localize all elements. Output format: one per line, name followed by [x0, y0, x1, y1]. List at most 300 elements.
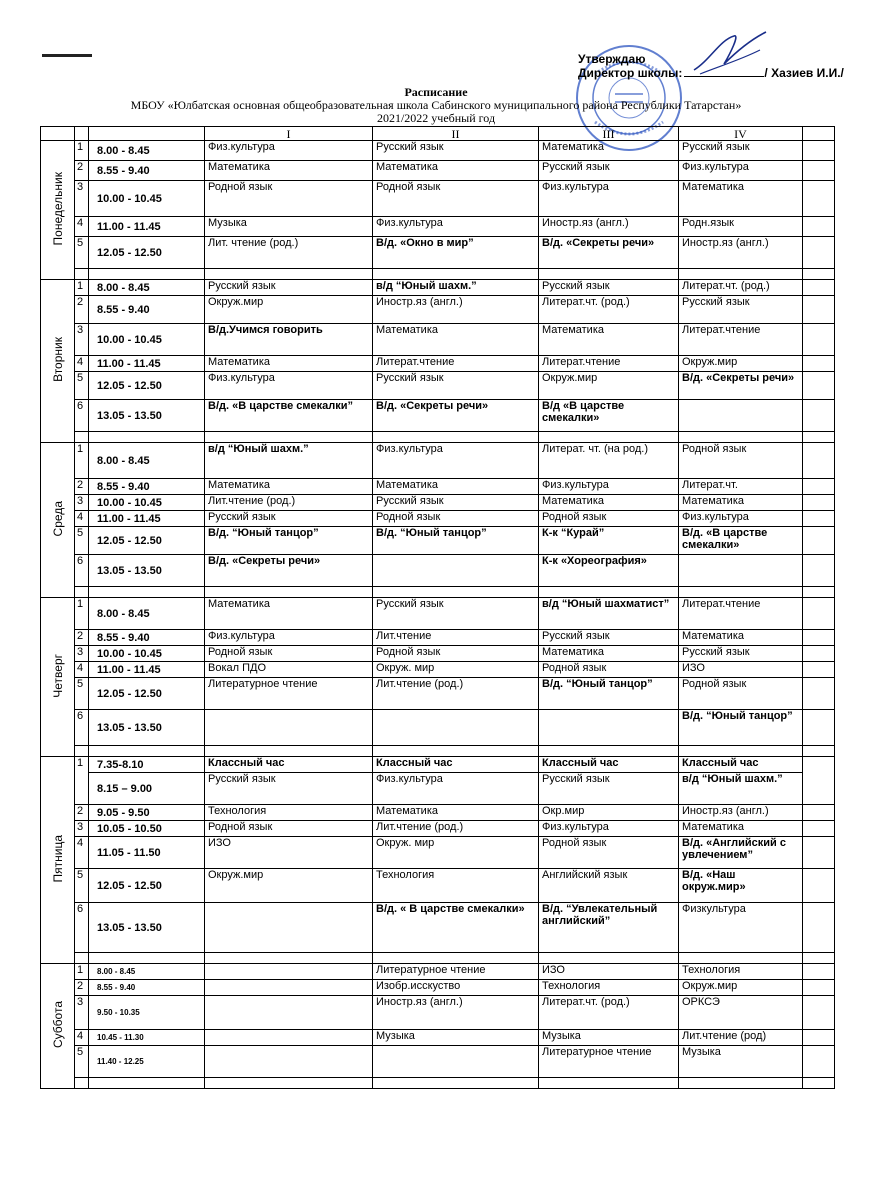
approval-name: / Хазиев И.И./ — [764, 66, 844, 80]
lesson-cell-2: Литературное чтение — [373, 964, 539, 980]
spacer-cell — [679, 746, 803, 757]
lesson-number: 4 — [75, 217, 89, 237]
extra-cell — [803, 996, 835, 1030]
lesson-cell-3: В/д. “Увлекательный английский” — [539, 903, 679, 953]
lesson-number: 3 — [75, 324, 89, 356]
lesson-cell-4: Физ.культура — [679, 161, 803, 181]
lesson-time: 8.00 - 8.45 — [89, 598, 205, 630]
lesson-cell-1: Физ.культура — [205, 372, 373, 400]
lesson-cell-4: В/д. «Английский с увлечением” — [679, 837, 803, 869]
lesson-cell-3: Литерат.чтение — [539, 356, 679, 372]
lesson-cell-1: Классный час — [205, 757, 373, 773]
lesson-cell-3: В/д. “Юный танцор” — [539, 678, 679, 710]
day-label-cell — [41, 964, 75, 1089]
lesson-cell-2 — [373, 1046, 539, 1078]
lesson-cell-1 — [205, 964, 373, 980]
spacer-cell — [539, 953, 679, 964]
lesson-cell-4: Русский язык — [679, 141, 803, 161]
spacer-row — [41, 269, 835, 280]
schedule-table — [40, 126, 835, 1089]
lesson-cell-3: Физ.культура — [539, 479, 679, 495]
column-header-2: II — [373, 127, 539, 141]
lesson-cell-4: Технология — [679, 964, 803, 980]
lesson-cell-2: Окруж. мир — [373, 662, 539, 678]
extra-cell — [803, 181, 835, 217]
lesson-cell-2: Физ.культура — [373, 443, 539, 479]
lesson-row — [41, 217, 835, 237]
lesson-cell-2: Технология — [373, 869, 539, 903]
extra-cell — [803, 280, 835, 296]
lesson-row — [41, 630, 835, 646]
lesson-row — [41, 356, 835, 372]
lesson-cell-1: Русский язык — [205, 773, 373, 805]
spacer-cell — [75, 432, 89, 443]
spacer-cell — [205, 269, 373, 280]
day-name: Вторник — [50, 337, 65, 382]
lesson-row — [41, 181, 835, 217]
school-year: 2021/2022 учебный год — [376, 111, 496, 125]
lesson-cell-3: Русский язык — [539, 630, 679, 646]
lesson-time: 8.55 - 9.40 — [89, 161, 205, 181]
lesson-number: 4 — [75, 356, 89, 372]
lesson-cell-4: ОРКСЭ — [679, 996, 803, 1030]
lesson-cell-2: Классный час — [373, 757, 539, 773]
lesson-time: 8.55 - 9.40 — [89, 980, 205, 996]
spacer-cell — [373, 587, 539, 598]
lesson-cell-2: Русский язык — [373, 598, 539, 630]
lesson-cell-4: В/д. «Секреты речи» — [679, 372, 803, 400]
lesson-cell-3: Литерат.чт. (род.) — [539, 296, 679, 324]
lesson-cell-4: Литерат.чт. (род.) — [679, 280, 803, 296]
extra-cell — [803, 555, 835, 587]
lesson-number: 1 — [75, 964, 89, 980]
lesson-cell-4: Классный час — [679, 757, 803, 773]
extra-cell — [803, 837, 835, 869]
lesson-number: 5 — [75, 869, 89, 903]
lesson-cell-2: В/д. «Окно в мир” — [373, 237, 539, 269]
lesson-cell-1: Русский язык — [205, 511, 373, 527]
lesson-cell-4: Окруж.мир — [679, 980, 803, 996]
lesson-row — [41, 527, 835, 555]
spacer-cell — [205, 1078, 373, 1089]
lesson-number: 4 — [75, 837, 89, 869]
lesson-row — [41, 1030, 835, 1046]
lesson-row — [41, 141, 835, 161]
spacer-cell — [539, 746, 679, 757]
lesson-time: 11.00 - 11.45 — [89, 511, 205, 527]
lesson-cell-3: в/д “Юный шахматист” — [539, 598, 679, 630]
lesson-time: 11.00 - 11.45 — [89, 662, 205, 678]
spacer-cell — [539, 587, 679, 598]
lesson-cell-1: Музыка — [205, 217, 373, 237]
lesson-number: 3 — [75, 495, 89, 511]
lesson-cell-4: Русский язык — [679, 296, 803, 324]
lesson-number: 3 — [75, 996, 89, 1030]
extra-cell — [803, 980, 835, 996]
lesson-row — [41, 869, 835, 903]
lesson-time: 8.55 - 9.40 — [89, 479, 205, 495]
lesson-time: 9.50 - 10.35 — [89, 996, 205, 1030]
lesson-cell-1: ИЗО — [205, 837, 373, 869]
spacer-cell — [679, 587, 803, 598]
lesson-cell-3: Музыка — [539, 1030, 679, 1046]
lesson-row — [41, 805, 835, 821]
lesson-cell-2 — [373, 555, 539, 587]
lesson-row — [41, 757, 835, 773]
lesson-time: 10.00 - 10.45 — [89, 324, 205, 356]
lesson-cell-4: Физкультура — [679, 903, 803, 953]
column-header-3: III — [539, 127, 679, 141]
lesson-cell-2: Математика — [373, 324, 539, 356]
lesson-time: 10.05 - 10.50 — [89, 821, 205, 837]
day-label-cell — [41, 141, 75, 280]
lesson-number: 2 — [75, 161, 89, 181]
lesson-cell-4: Иностр.яз (англ.) — [679, 805, 803, 821]
lesson-row — [41, 1046, 835, 1078]
lesson-cell-2: Математика — [373, 161, 539, 181]
lesson-cell-4: Иностр.яз (англ.) — [679, 237, 803, 269]
lesson-number: 5 — [75, 527, 89, 555]
lesson-cell-4 — [679, 555, 803, 587]
lesson-row — [41, 837, 835, 869]
spacer-cell — [803, 746, 835, 757]
header-row — [41, 127, 835, 141]
spacer-cell — [89, 269, 205, 280]
lesson-cell-4: В/д. «В царстве смекалки» — [679, 527, 803, 555]
lesson-number: 2 — [75, 296, 89, 324]
lesson-cell-1: Родной язык — [205, 646, 373, 662]
spacer-cell — [373, 953, 539, 964]
lesson-cell-4: Русский язык — [679, 646, 803, 662]
spacer-cell — [803, 1078, 835, 1089]
lesson-cell-3: Русский язык — [539, 773, 679, 805]
lesson-cell-3: Математика — [539, 495, 679, 511]
extra-cell — [803, 237, 835, 269]
day-name: Понедельник — [50, 171, 65, 246]
lesson-cell-2: Русский язык — [373, 141, 539, 161]
lesson-number: 5 — [75, 678, 89, 710]
spacer-cell — [205, 953, 373, 964]
extra-cell — [803, 646, 835, 662]
lesson-cell-4: Математика — [679, 821, 803, 837]
lesson-cell-3: Классный час — [539, 757, 679, 773]
extra-cell — [803, 372, 835, 400]
spacer-row — [41, 432, 835, 443]
day-label-cell — [41, 443, 75, 598]
lesson-cell-2: В/д. « В царстве смекалки» — [373, 903, 539, 953]
lesson-number: 3 — [75, 181, 89, 217]
lesson-cell-2: в/д “Юный шахм.” — [373, 280, 539, 296]
lesson-time: 8.00 - 8.45 — [89, 443, 205, 479]
lesson-number: 4 — [75, 662, 89, 678]
lesson-time: 13.05 - 13.50 — [89, 903, 205, 953]
extra-cell — [803, 1030, 835, 1046]
spacer-cell — [679, 432, 803, 443]
header-blank — [803, 127, 835, 141]
extra-cell — [803, 630, 835, 646]
spacer-row — [41, 1078, 835, 1089]
lesson-cell-3: Родной язык — [539, 837, 679, 869]
lesson-cell-2: Родной язык — [373, 181, 539, 217]
lesson-number: 6 — [75, 903, 89, 953]
lesson-cell-3: В/д «В царстве смекалки» — [539, 400, 679, 432]
lesson-cell-1 — [205, 710, 373, 746]
extra-cell — [803, 161, 835, 181]
lesson-cell-1 — [205, 980, 373, 996]
lesson-number: 1 — [75, 280, 89, 296]
lesson-row — [41, 598, 835, 630]
lesson-time: 12.05 - 12.50 — [89, 237, 205, 269]
lesson-cell-3: В/д. «Секреты речи» — [539, 237, 679, 269]
lesson-time: 13.05 - 13.50 — [89, 400, 205, 432]
lesson-number: 4 — [75, 511, 89, 527]
lesson-cell-1: В/д.Учимся говорить — [205, 324, 373, 356]
spacer-cell — [679, 1078, 803, 1089]
spacer-cell — [75, 587, 89, 598]
lesson-cell-1: Технология — [205, 805, 373, 821]
lesson-cell-1: Физ.культура — [205, 630, 373, 646]
lesson-cell-2: Физ.культура — [373, 773, 539, 805]
lesson-time: 8.00 - 8.45 — [89, 964, 205, 980]
lesson-row — [41, 773, 835, 805]
extra-cell — [803, 443, 835, 479]
lesson-cell-2 — [373, 710, 539, 746]
lesson-cell-2: Русский язык — [373, 372, 539, 400]
lesson-number: 3 — [75, 821, 89, 837]
header-blank — [75, 127, 89, 141]
lesson-time: 11.00 - 11.45 — [89, 217, 205, 237]
lesson-row — [41, 372, 835, 400]
lesson-row — [41, 555, 835, 587]
lesson-time: 12.05 - 12.50 — [89, 527, 205, 555]
lesson-cell-4: Лит.чтение (род) — [679, 1030, 803, 1046]
spacer-cell — [205, 587, 373, 598]
approval-title: Утверждаю — [578, 52, 646, 66]
lesson-cell-1 — [205, 1046, 373, 1078]
lesson-number: 2 — [75, 980, 89, 996]
lesson-time: 7.35-8.10 — [89, 757, 205, 773]
day-name: Среда — [50, 500, 65, 537]
spacer-cell — [89, 746, 205, 757]
lesson-cell-1 — [205, 996, 373, 1030]
lesson-cell-1: Лит.чтение (род.) — [205, 495, 373, 511]
lesson-cell-1: Литературное чтение — [205, 678, 373, 710]
spacer-row — [41, 587, 835, 598]
lesson-cell-4: В/д. “Юный танцор” — [679, 710, 803, 746]
lesson-cell-2: Лит.чтение (род.) — [373, 678, 539, 710]
lesson-number: 1 — [75, 598, 89, 630]
spacer-cell — [89, 953, 205, 964]
spacer-cell — [679, 953, 803, 964]
lesson-row — [41, 964, 835, 980]
lesson-row — [41, 479, 835, 495]
lesson-time: 8.00 - 8.45 — [89, 141, 205, 161]
lesson-row — [41, 443, 835, 479]
extra-cell — [803, 598, 835, 630]
lesson-cell-1: В/д. «В царстве смекалки” — [205, 400, 373, 432]
header-blank — [41, 127, 75, 141]
lesson-number: 2 — [75, 805, 89, 821]
lesson-cell-4: Литерат.чтение — [679, 324, 803, 356]
lesson-cell-2: Лит.чтение (род.) — [373, 821, 539, 837]
spacer-cell — [679, 269, 803, 280]
lesson-cell-1: Родной язык — [205, 821, 373, 837]
lesson-number: 5 — [75, 237, 89, 269]
extra-cell — [803, 903, 835, 953]
spacer-cell — [373, 746, 539, 757]
lesson-cell-1: Родной язык — [205, 181, 373, 217]
extra-cell — [803, 710, 835, 746]
lesson-cell-2: Иностр.яз (англ.) — [373, 296, 539, 324]
lesson-number: 1 — [75, 757, 89, 805]
lesson-time: 11.05 - 11.50 — [89, 837, 205, 869]
lesson-cell-4: Физ.культура — [679, 511, 803, 527]
lesson-cell-2: Русский язык — [373, 495, 539, 511]
lesson-cell-3: Литерат. чт. (на род.) — [539, 443, 679, 479]
lesson-number: 6 — [75, 400, 89, 432]
lesson-cell-3: Иностр.яз (англ.) — [539, 217, 679, 237]
column-header-1: I — [205, 127, 373, 141]
lesson-cell-4: Родной язык — [679, 443, 803, 479]
lesson-row — [41, 324, 835, 356]
lesson-time: 13.05 - 13.50 — [89, 555, 205, 587]
extra-cell — [803, 400, 835, 432]
lesson-cell-1: Математика — [205, 356, 373, 372]
lesson-cell-1: Лит. чтение (род.) — [205, 237, 373, 269]
extra-cell — [803, 805, 835, 821]
lesson-cell-3: Технология — [539, 980, 679, 996]
lesson-cell-2: Музыка — [373, 1030, 539, 1046]
extra-cell — [803, 296, 835, 324]
lesson-cell-1: Математика — [205, 479, 373, 495]
lesson-cell-4 — [679, 400, 803, 432]
spacer-cell — [539, 1078, 679, 1089]
spacer-cell — [803, 432, 835, 443]
lesson-cell-1: Математика — [205, 598, 373, 630]
day-name: Четверг — [50, 653, 65, 698]
lesson-row — [41, 280, 835, 296]
lesson-cell-1: в/д “Юный шахм.” — [205, 443, 373, 479]
lesson-time: 12.05 - 12.50 — [89, 678, 205, 710]
day-name: Пятница — [50, 834, 65, 883]
lesson-cell-3: Русский язык — [539, 280, 679, 296]
day-label-cell — [41, 598, 75, 757]
lesson-row — [41, 161, 835, 181]
extra-cell — [803, 511, 835, 527]
lesson-row — [41, 400, 835, 432]
day-name: Суббота — [50, 1001, 65, 1048]
approval-block — [578, 52, 844, 80]
lesson-time: 11.40 - 12.25 — [89, 1046, 205, 1078]
lesson-time: 8.00 - 8.45 — [89, 280, 205, 296]
lesson-cell-2: Лит.чтение — [373, 630, 539, 646]
lesson-cell-4: Математика — [679, 181, 803, 217]
column-header-4: IV — [679, 127, 803, 141]
lesson-cell-4: Литерат.чт. — [679, 479, 803, 495]
lesson-number: 3 — [75, 646, 89, 662]
lesson-cell-3: Родной язык — [539, 662, 679, 678]
spacer-cell — [89, 432, 205, 443]
lesson-number: 5 — [75, 1046, 89, 1078]
lesson-cell-1: Вокал ПДО — [205, 662, 373, 678]
spacer-cell — [539, 269, 679, 280]
extra-cell — [803, 217, 835, 237]
lesson-cell-4: Математика — [679, 495, 803, 511]
lesson-cell-3 — [539, 710, 679, 746]
extra-cell — [803, 527, 835, 555]
spacer-cell — [89, 1078, 205, 1089]
lesson-cell-4: Музыка — [679, 1046, 803, 1078]
lesson-cell-2: Математика — [373, 805, 539, 821]
lesson-cell-2: Родной язык — [373, 511, 539, 527]
lesson-cell-1 — [205, 1030, 373, 1046]
spacer-cell — [75, 1078, 89, 1089]
lesson-cell-3: Русский язык — [539, 161, 679, 181]
day-label-cell — [41, 757, 75, 964]
lesson-time: 8.55 - 9.40 — [89, 630, 205, 646]
spacer-cell — [75, 269, 89, 280]
lesson-time: 9.05 - 9.50 — [89, 805, 205, 821]
lesson-number: 2 — [75, 479, 89, 495]
lesson-number: 5 — [75, 372, 89, 400]
lesson-row — [41, 710, 835, 746]
lesson-cell-4: Литерат.чтение — [679, 598, 803, 630]
lesson-row — [41, 511, 835, 527]
lesson-cell-3: Литерат.чт. (род.) — [539, 996, 679, 1030]
extra-cell — [803, 757, 835, 805]
lesson-time: 8.15 – 9.00 — [89, 773, 205, 805]
lesson-row — [41, 646, 835, 662]
lesson-cell-4: В/д. «Наш окруж.мир» — [679, 869, 803, 903]
decorative-dash — [42, 54, 92, 57]
lesson-row — [41, 980, 835, 996]
lesson-number: 6 — [75, 555, 89, 587]
extra-cell — [803, 356, 835, 372]
lesson-cell-1 — [205, 903, 373, 953]
lesson-time: 13.05 - 13.50 — [89, 710, 205, 746]
day-label-cell — [41, 280, 75, 443]
lesson-row — [41, 996, 835, 1030]
spacer-cell — [75, 953, 89, 964]
lesson-cell-3: К-к “Курай” — [539, 527, 679, 555]
lesson-number: 1 — [75, 141, 89, 161]
school-name: МБОУ «Юлбатская основная общеобразовательная школа Сабинского муниципального района Республики Татарстан» — [130, 98, 742, 112]
lesson-cell-1: Окруж.мир — [205, 296, 373, 324]
lesson-time: 11.00 - 11.45 — [89, 356, 205, 372]
spacer-cell — [205, 746, 373, 757]
lesson-cell-4: Математика — [679, 630, 803, 646]
spacer-cell — [803, 269, 835, 280]
extra-cell — [803, 964, 835, 980]
spacer-cell — [373, 269, 539, 280]
lesson-cell-4: Родн.язык — [679, 217, 803, 237]
extra-cell — [803, 479, 835, 495]
lesson-time: 12.05 - 12.50 — [89, 869, 205, 903]
lesson-cell-2: Изобр.исскуство — [373, 980, 539, 996]
spacer-cell — [539, 432, 679, 443]
extra-cell — [803, 141, 835, 161]
lesson-row — [41, 495, 835, 511]
extra-cell — [803, 662, 835, 678]
lesson-cell-1: Физ.культура — [205, 141, 373, 161]
lesson-cell-3: Математика — [539, 141, 679, 161]
signature-line — [684, 76, 764, 77]
lesson-time: 10.00 - 10.45 — [89, 181, 205, 217]
lesson-cell-2: Иностр.яз (англ.) — [373, 996, 539, 1030]
lesson-row — [41, 662, 835, 678]
spacer-cell — [373, 1078, 539, 1089]
lesson-cell-4: Родной язык — [679, 678, 803, 710]
